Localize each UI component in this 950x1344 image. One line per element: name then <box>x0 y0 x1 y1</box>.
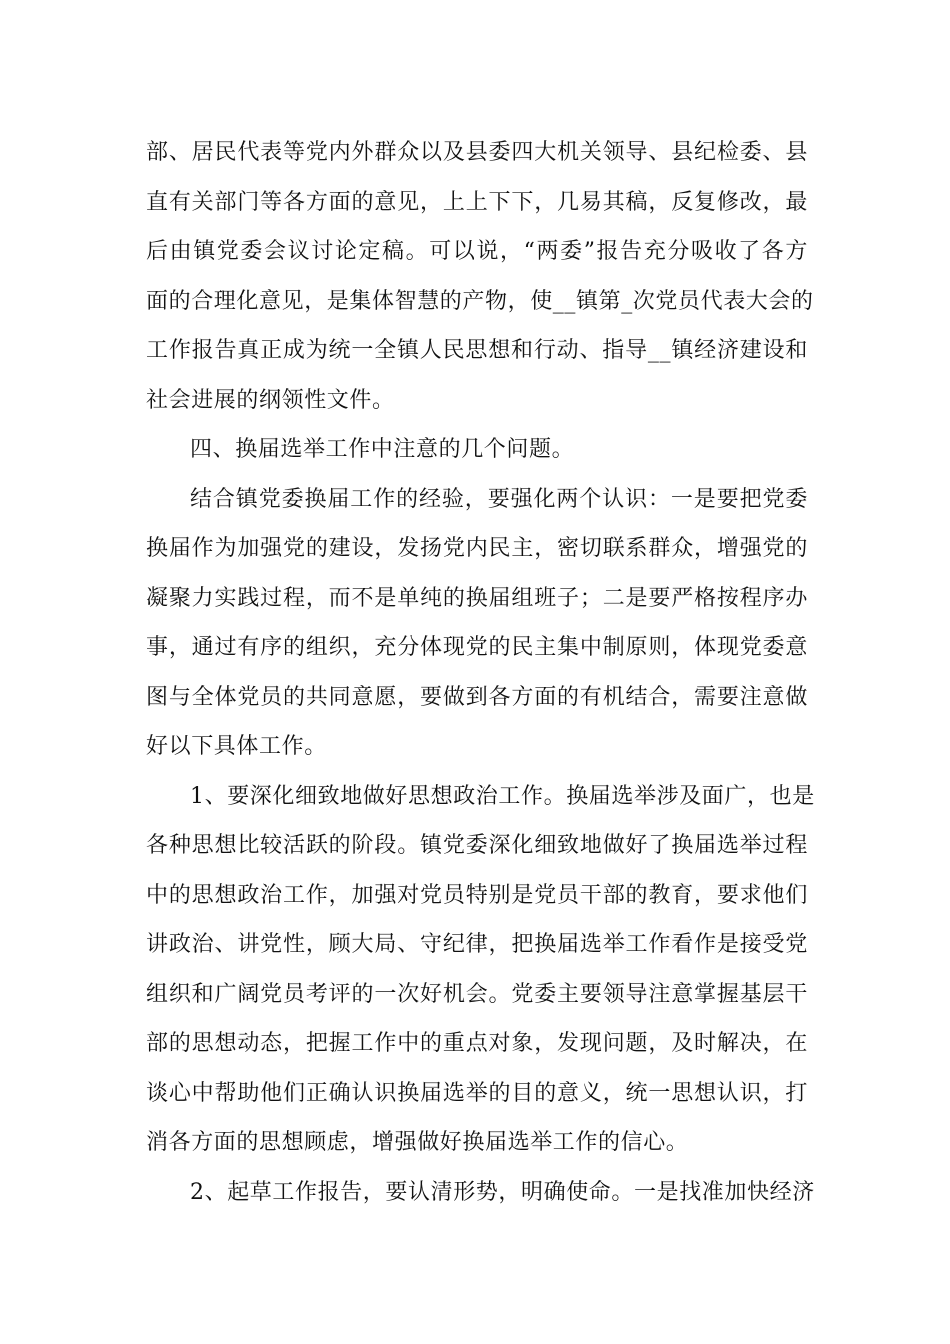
text-line: 组织和广阔党员考评的一次好机会。党委主要领导注意掌握基层干 <box>146 981 808 1007</box>
text-line: 工作报告真正成为统一全镇人民思想和行动、指导__镇经济建设和 <box>146 338 808 363</box>
section-heading: 四、换届选举工作中注意的几个问题。 <box>190 437 575 462</box>
text-line: 直有关部门等各方面的意见，上上下下，几易其稿，反复修改，最 <box>146 189 808 215</box>
text-line: 面的合理化意见，是集体智慧的产物，使__镇第_次党员代表大会的 <box>146 288 814 314</box>
text-line: 各种思想比较活跃的阶段。镇党委深化细致地做好了换届选举过程 <box>146 833 808 858</box>
text-line: 讲政治、讲党性，顾大局、守纪律，把换届选举工作看作是接受党 <box>146 932 808 957</box>
text-line: 中的思想政治工作，加强对党员特别是党员干部的教育，要求他们 <box>146 882 808 908</box>
text-line: 部、居民代表等党内外群众以及县委四大机关领导、县纪检委、县 <box>146 140 808 165</box>
text-line: 图与全体党员的共同意愿，要做到各方面的有机结合，需要注意做 <box>146 684 808 710</box>
document-body <box>146 128 815 1217</box>
paragraph-first-line: 结合镇党委换届工作的经验，要强化两个认识：一是要把党委 <box>190 486 808 512</box>
text-line: 消各方面的思想顾虑，增强做好换届选举工作的信心。 <box>146 1130 689 1155</box>
paragraph-first-line: 1、要深化细致地做好思想政治工作。换届选举涉及面广，也是 <box>190 783 815 809</box>
text-line: 后由镇党委会议讨论定稿。可以说，“两委”报告充分吸收了各方 <box>146 239 808 264</box>
paragraph-first-line: 2、起草工作报告，要认清形势，明确使命。一是找准加快经济 <box>190 1179 815 1205</box>
text-line: 凝聚力实践过程，而不是单纯的换届组班子；二是要严格按程序办 <box>146 585 808 611</box>
text-line: 部的思想动态，把握工作中的重点对象，发现问题，及时解决，在 <box>146 1031 808 1056</box>
text-line: 好以下具体工作。 <box>146 734 327 759</box>
text-line: 换届作为加强党的建设，发扬党内民主，密切联系群众，增强党的 <box>146 536 808 561</box>
text-line: 社会进展的纲领性文件。 <box>146 387 395 413</box>
text-line: 事，通过有序的组织，充分体现党的民主集中制原则，体现党委意 <box>146 635 808 660</box>
text-line: 谈心中帮助他们正确认识换届选举的目的意义，统一思想认识，打 <box>146 1080 808 1106</box>
